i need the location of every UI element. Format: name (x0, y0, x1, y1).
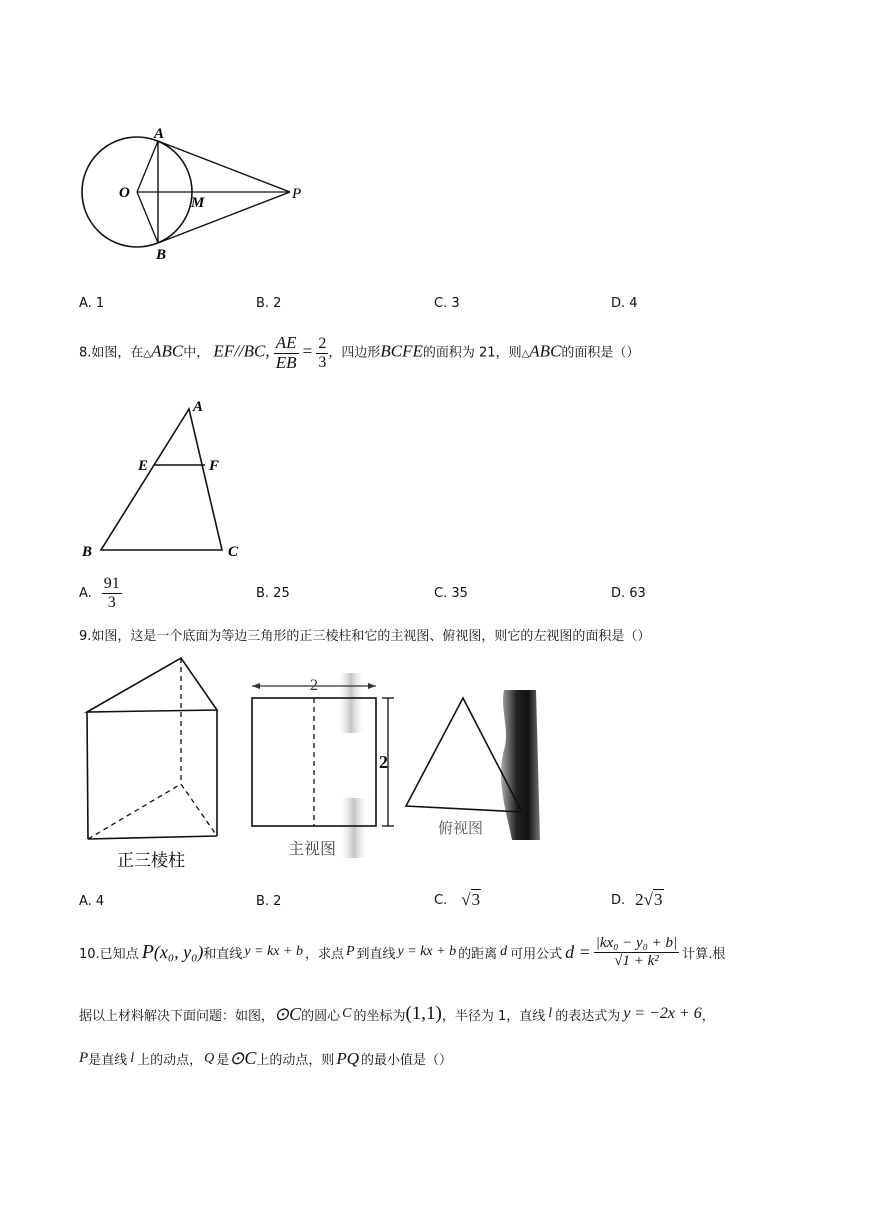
prism-edge-left (87, 712, 88, 839)
q10-formula-den: √1 + k² (614, 952, 659, 969)
q10-circle-c: ⊙C (274, 1003, 302, 1024)
q9-option-c (434, 890, 481, 910)
tangent-pb (158, 192, 290, 243)
arrow-right-icon (368, 683, 376, 689)
q8-option-a-fraction (102, 575, 122, 611)
figure-circle-tangents (76, 125, 316, 265)
q9-option-d-radicand: 3 (654, 890, 663, 909)
q10-text: 的坐标为 (353, 1008, 406, 1024)
q10-text: 和直线 (203, 946, 243, 962)
q10-point-p: P (141, 940, 154, 963)
q10-text: 上的动点，则 (256, 1053, 335, 1068)
q8-abc: ABC (151, 341, 184, 361)
q10-point-p: P (79, 1050, 89, 1066)
q8-text-3: ，四边形 (328, 345, 381, 361)
q8-fraction-2-3 (316, 335, 328, 371)
q9-option-c-radicand: 3 (471, 890, 481, 909)
q10-center-c: C (342, 1006, 352, 1021)
q8-option-c: C. 35 (434, 586, 468, 601)
q10-formula-den-rad: 1 + k² (622, 952, 659, 969)
q10-point-q: Q (204, 1050, 215, 1066)
q9-option-c-prefix: C. (434, 892, 448, 908)
scan-dark-band (501, 690, 540, 840)
q8-option-a-den: 3 (107, 593, 116, 611)
q9-option-b: B. 2 (256, 894, 282, 909)
label-a: A (154, 126, 165, 142)
q8-fraction-ae-eb (274, 334, 299, 372)
q10-text: 的表达式为 (555, 1008, 621, 1024)
scan-smudge (336, 673, 366, 733)
prism-top-face (87, 658, 217, 712)
q10-text: 10.已知点 (79, 946, 139, 962)
q10-text: 的最小值是（） (361, 1053, 453, 1068)
label-b: B (82, 544, 93, 560)
q8-option-d: D. 63 (611, 586, 646, 601)
q8-text-1: 如图，在 (91, 345, 144, 361)
q8-two: 2 (318, 335, 327, 353)
segment-ob (137, 192, 158, 243)
q10-line-l: l (548, 1006, 553, 1021)
q8-text-4: 的面积为 21，则 (422, 345, 522, 361)
figure-top-view (400, 690, 545, 840)
q8-option-b: B. 25 (256, 586, 290, 601)
q10-text: 的距离 (458, 946, 498, 962)
q8-text-2: 中， (183, 345, 210, 361)
question-10-line-3 (79, 1048, 452, 1069)
q9-option-d-coef: 2 (635, 890, 644, 909)
figure-front-view (246, 668, 396, 863)
label-o: O (119, 185, 130, 201)
q10-text: 是 (216, 1053, 230, 1068)
triangle-symbol: △ (143, 348, 152, 360)
q10-formula-d: d = (565, 941, 591, 962)
q10-text: 到直线 (356, 946, 396, 962)
q10-d-var: d (500, 944, 508, 959)
scan-smudge (338, 798, 370, 858)
label-a: A (193, 399, 204, 415)
question-10-line-1 (79, 935, 725, 969)
q10-text: ，半径为 1，直线 (441, 1008, 546, 1024)
q9-option-d-sqrt: 2√3 (635, 890, 663, 909)
q8-text-5: 的面积是（） (561, 345, 640, 361)
q10-text: 上的动点， (137, 1053, 203, 1068)
question-8 (79, 334, 639, 372)
question-9: 9.如图，这是一个底面为等边三角形的正三棱柱和它的主视图、俯视图，则它的左视图的面积是（） (79, 629, 651, 644)
q10-text: 据以上材料解决下面问题：如图， (79, 1008, 275, 1024)
prism-edge-bottom (88, 836, 217, 839)
q10-point-p: P (345, 944, 355, 959)
q7-option-c: C. 3 (434, 296, 460, 311)
top-caption: 俯视图 (438, 819, 484, 837)
q7-option-d: D. 4 (611, 296, 638, 311)
triangle-symbol-2: △ (521, 348, 530, 360)
q8-abc-2: ABC (529, 341, 562, 361)
q8-three: 3 (318, 353, 327, 371)
q10-segment-pq: PQ (336, 1048, 360, 1068)
figure-triangular-prism (80, 652, 230, 874)
tangent-pa (158, 141, 290, 192)
q8-option-a-num: 91 (103, 575, 120, 592)
q8-option-a (79, 575, 122, 611)
q8-eb: EB (275, 352, 297, 372)
q10-line-l: l (130, 1050, 135, 1066)
triangle-abc (101, 409, 222, 550)
q10-text: ， (701, 1008, 715, 1024)
label-e: E (138, 458, 149, 474)
figure-triangle-abc (78, 395, 248, 565)
label-c: C (228, 544, 239, 560)
q7-option-a: A. 1 (79, 296, 105, 311)
label-m: M (191, 195, 205, 211)
q8-option-a-prefix: A. (79, 585, 92, 601)
q10-line-eq: y = kx + b (397, 944, 457, 959)
arrow-left-icon (252, 683, 260, 689)
q9-option-c-sqrt: √3 (461, 890, 481, 909)
q10-line-eq: y = kx + b (244, 944, 303, 959)
q9-option-d-prefix: D. (611, 892, 626, 908)
q10-point-coords: (x₀, y₀) (153, 941, 204, 962)
q8-number: 8. (79, 345, 92, 361)
q9-option-d (611, 890, 664, 910)
q10-distance-formula (594, 935, 679, 969)
q7-option-b: B. 2 (256, 296, 282, 311)
q10-text: 的圆心 (301, 1008, 341, 1024)
q8-ae: AE (275, 333, 297, 352)
q10-line-expr: y = −2x + 6 (623, 1005, 702, 1022)
q10-text: ，求点 (304, 946, 344, 962)
segment-oa (137, 141, 158, 192)
q8-bcfe: BCFE (380, 341, 423, 361)
q10-text: 计算.根 (682, 946, 726, 962)
q10-text: 是直线 (88, 1053, 128, 1068)
q9-option-a: A. 4 (79, 894, 105, 909)
q8-ef-bc: EF//BC, (213, 341, 270, 361)
q10-circle-c: ⊙C (229, 1048, 257, 1068)
label-f: F (209, 458, 220, 474)
q10-text: 可用公式 (510, 946, 563, 962)
q10-formula-num: |kx₀ − y₀ + b| (595, 935, 678, 951)
prism-caption: 正三棱柱 (117, 851, 185, 871)
prism-hidden-edge-left (88, 784, 181, 839)
height-label: 2 (379, 752, 388, 772)
prism-hidden-edge-right (181, 784, 217, 836)
question-10-line-2 (79, 1003, 715, 1025)
q8-equals: = (302, 341, 313, 361)
front-caption: 主视图 (288, 839, 337, 858)
width-label: 2 (310, 677, 318, 694)
label-p: P (292, 186, 302, 202)
q10-center-coord: (1,1) (405, 1003, 442, 1024)
label-b: B (156, 247, 167, 263)
